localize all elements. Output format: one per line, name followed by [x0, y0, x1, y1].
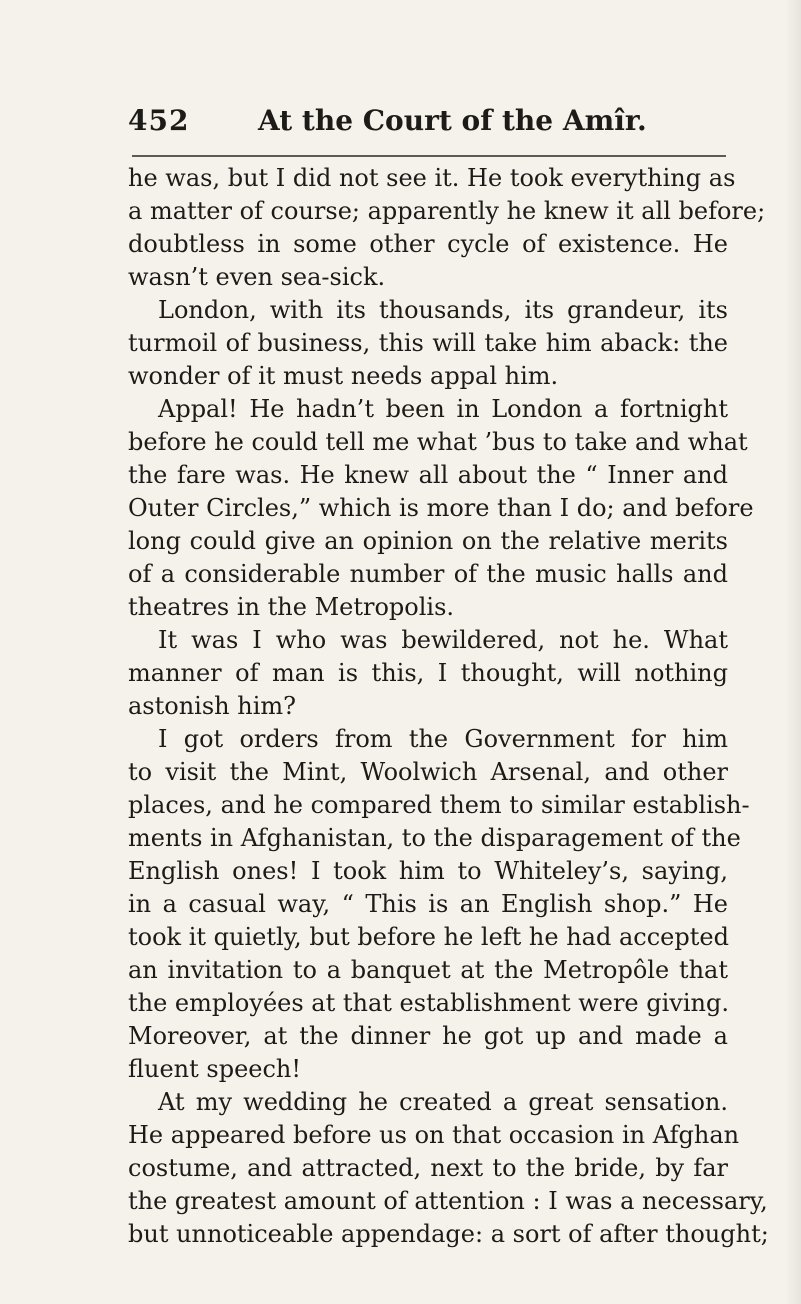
text-line: took it quietly, but before he left he had accepted	[128, 923, 729, 951]
text-line: before he could tell me what ’bus to take and what	[128, 428, 748, 456]
text-line: wasn’t even sea-sick.	[128, 263, 386, 291]
text-line: He appeared before us on that occasion in Afghan	[128, 1121, 740, 1149]
text-line: Moreover, at the dinner he got up and made a	[128, 1022, 728, 1050]
page-edge-shadow	[785, 0, 801, 1304]
text-line: theatres in the Metropolis.	[128, 593, 455, 621]
body-text	[128, 162, 769, 1251]
text-line: but unnoticeable appendage: a sort of after thought;	[128, 1220, 769, 1248]
text-line: Outer Circles,” which is more than I do; and before	[128, 494, 754, 522]
text-line: London, with its thousands, its grandeur, its	[158, 296, 728, 324]
text-line: I got orders from the Government for him	[158, 725, 728, 753]
text-line: English ones! I took him to Whiteley’s, saying,	[128, 857, 728, 885]
running-title: At the Court of the Amîr.	[258, 104, 647, 137]
text-line: in a casual way, “ This is an English shop.” He	[128, 890, 728, 918]
text-line: doubtless in some other cycle of existence. He	[128, 230, 728, 258]
text-line: It was I who was bewildered, not he. What	[158, 626, 728, 654]
text-line: astonish him?	[128, 692, 297, 720]
text-line: the employées at that establishment were giving.	[128, 989, 729, 1017]
text-line: turmoil of business, this will take him aback: the	[128, 329, 728, 357]
page-header	[128, 102, 724, 152]
text-line: an invitation to a banquet at the Metropôle that	[128, 956, 728, 984]
text-line: At my wedding he created a great sensation.	[158, 1088, 728, 1116]
text-line: he was, but I did not see it. He took everything as	[128, 164, 736, 192]
text-line: the fare was. He knew all about the “ Inner and	[128, 461, 728, 489]
text-line: manner of man is this, I thought, will nothing	[128, 659, 728, 687]
text-line: fluent speech!	[128, 1055, 302, 1083]
text-line: costume, and attracted, next to the bride, by far	[128, 1154, 728, 1182]
text-line: long could give an opinion on the relative merits	[128, 527, 728, 555]
text-line: to visit the Mint, Woolwich Arsenal, and other	[128, 758, 728, 786]
header-rule	[132, 155, 726, 157]
text-line: the greatest amount of attention : I was a necessary,	[128, 1187, 768, 1215]
text-line: a matter of course; apparently he knew it all before;	[128, 197, 766, 225]
text-line: Appal! He hadn’t been in London a fortnight	[158, 395, 728, 423]
text-line: wonder of it must needs appal him.	[128, 362, 559, 390]
text-line: places, and he compared them to similar establish-	[128, 791, 750, 819]
page-number: 452	[128, 104, 190, 137]
text-line: of a considerable number of the music halls and	[128, 560, 728, 588]
text-line: ments in Afghanistan, to the disparagement of the	[128, 824, 741, 852]
